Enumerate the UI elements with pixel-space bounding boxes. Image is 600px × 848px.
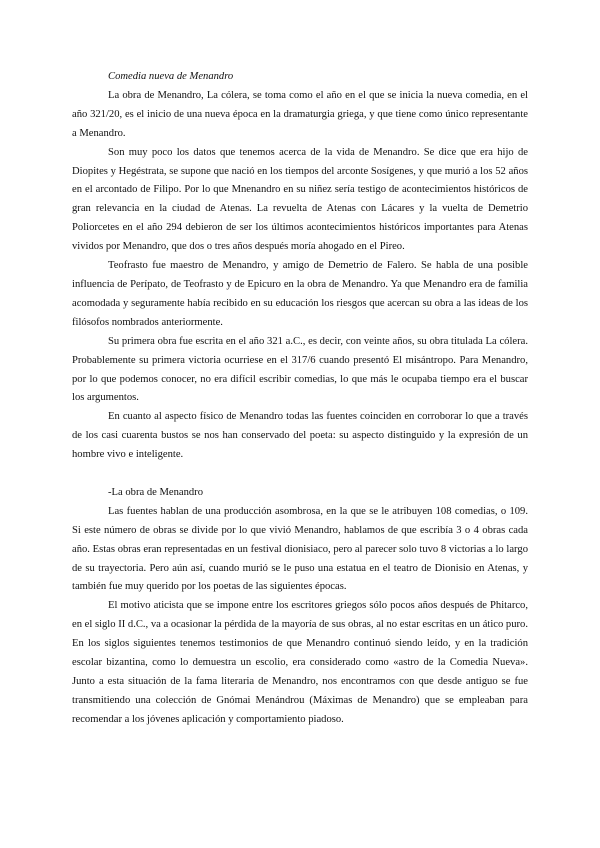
blank-line <box>72 465 528 484</box>
paragraph-vida: Son muy poco los datos que tenemos acerca de la vida de Menandro. Se dice que era hijo de Diopites y Hegéstrata, se supone que nació en los tiempos del arconte Sosígenes, y que murió a los 52 años en el arcontado de Filipo. Por lo que Mnenandro en su niñez sería testigo de acontecimientos históricos de gran relevancia en la ciudad de Atenas. La revuelta de Atenas con Lácares y la vuelta de Demetrio Poliorcetes en el año 294 debieron de ser los últimos acontecimientos históricos importantes para Atenas vividos por Menandro, que dos o tres años después moría ahogado en el Pireo. <box>72 146 528 253</box>
document-page <box>72 68 528 730</box>
paragraph-primera-obra: Su primera obra fue escrita en el año 321 a.C., es decir, con veinte años, su obra titulada La cólera. Probablemente su primera victoria ocurriese en el 317/6 cuando presentó El misántropo. Para Menandro, por lo que podemos conocer, no era difícil escribir comedias, lo que más le ocupaba tiempo era el buscar los argumentos. <box>72 335 528 404</box>
paragraph-aspecto-fisico: En cuanto al aspecto físico de Menandro todas las fuentes coinciden en corroborar lo que a través de los casi cuarenta bustos se nos han conservado del poeta: su aspecto distinguido y la expresión de un hombre vivo e inteligente. <box>72 411 528 461</box>
paragraph-teofrasto: Teofrasto fue maestro de Menandro, y amigo de Demetrio de Falero. Se habla de una posible influencia de Perípato, de Teofrasto y de Epicuro en la obra de Menandro. Ya que Menandro era de familia acomodada y seguramente había recibido en su educación los riesgos que acercan su obra a las ideas de los filósofos nombrados anteriormente. <box>72 260 528 328</box>
document-title: Comedia nueva de Menandro <box>108 71 234 82</box>
paragraph-aticismo: El motivo aticista que se impone entre los escritores griegos sólo pocos años después de Phitarco, en el siglo II d.C., va a ocasionar la pérdida de la mayoría de sus obras, al no estar escritas en un ático puro. En los siglos siguientes tenemos testimonios de que Menandro continuó siendo leído, y en la tradición escolar bizantina, como lo demuestra un escolio, era considerado como «astro de la Comedia Nueva». Junto a esta situación de la fama literaria de Menandro, nos encontramos con que desde antiguo se fue transmitiendo una colección de Gnómai Menándrou (Máximas de Menandro) que se empleaban para recomendar a los jóvenes aplicación y comportamiento piadoso. <box>72 600 528 725</box>
paragraph-intro-obra: La obra de Menandro, La cólera, se toma como el año en el que se inicia la nueva comedia, en el año 321/20, es el inicio de una nueva época en la dramaturgia griega, y que tiene como único representante a Menandro. <box>72 89 528 139</box>
section-heading: -La obra de Menandro <box>108 486 204 498</box>
paragraph-produccion: Las fuentes hablan de una producción asombrosa, en la que se le atribuyen 108 comedias, o 109. Si este número de obras se divide por lo que vivió Menandro, hablamos de que escribía 3 o 4 obras cada año. Estas obras eran representadas en un festival dionisiaco, pero al parecer solo tuvo 8 victorias a lo largo de su trayectoria. Pero aún así, cuando murió se le puso una estatua en el teatro de Dionisio en Atenas, y también fue muy querido por los poetas de las siguientes épocas. <box>72 505 528 593</box>
